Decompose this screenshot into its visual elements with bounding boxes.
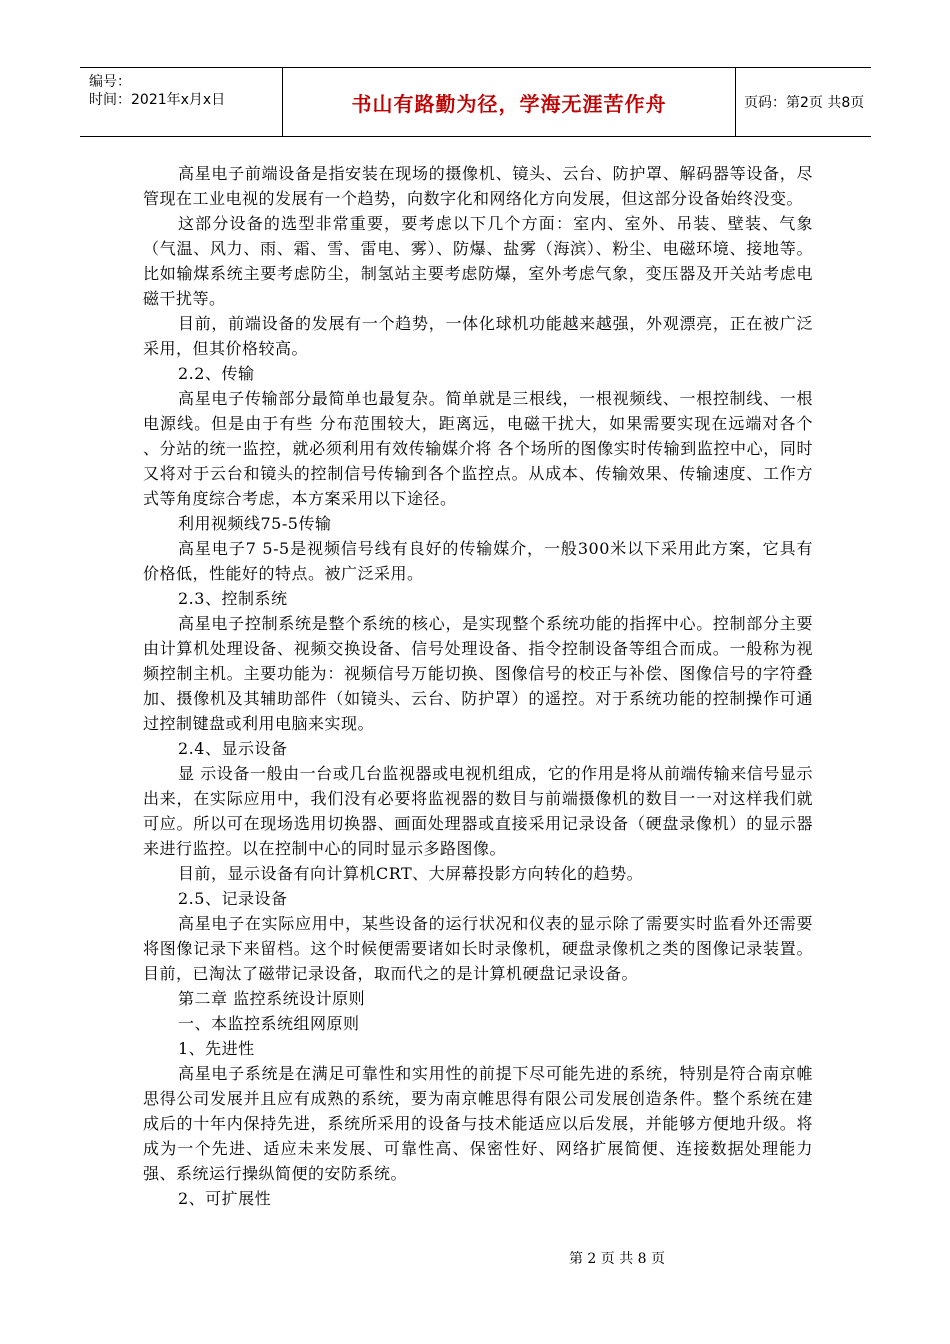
document-number-label: 编号：	[89, 74, 131, 90]
header-meta-cell	[80, 68, 283, 136]
section-heading: 2.5、记录设备	[178, 889, 288, 908]
body-paragraph: 高星电子前端设备是指安装在现场的摄像机、镜头、云台、防护罩、解码器等设备，尽管现在工业电视的发展有一个趋势，向数字化和网络化方向发展，但这部分设备始终没变。	[143, 164, 813, 208]
header-page-cell	[736, 68, 871, 136]
section-heading: 2.3、控制系统	[178, 589, 288, 608]
body-paragraph: 高星电子在实际应用中，某些设备的运行状况和仪表的显示除了需要实时监看外还需要将图像记录下来留档。这个时候便需要诸如长时录像机，硬盘录像机之类的图像记录装置。目前，已淘汰了磁带记录设备，取而代之的是计算机硬盘记录设备。	[143, 914, 813, 983]
body-paragraph: 目前，显示设备有向计算机CRT、大屏幕投影方向转化的趋势。	[178, 864, 644, 883]
document-body	[143, 161, 813, 1211]
section-heading: 2.2、传输	[178, 364, 255, 383]
section-heading: 2.4、显示设备	[178, 739, 288, 758]
body-paragraph: 高星电子系统是在满足可靠性和实用性的前提下尽可能先进的系统，特别是符合南京帷思得公司发展并且应有成熟的系统，要为南京帷思得有限公司发展创造条件。整个系统在建成后的十年内保持先进，系统所采用的设备与技术能适应以后发展，并能够方便地升级。将成为一个先进、适应未来发展、可靠性高、保密性好、网络扩展简便、连接数据处理能力强、系统运行操纵简便的安防系统。	[143, 1064, 813, 1183]
body-paragraph: 高星电子7 5-5是视频信号线有良好的传输媒介，一般300米以下采用此方案，它具有价格低，性能好的特点。被广泛采用。	[143, 539, 813, 583]
chapter-heading: 第二章 监控系统设计原则	[178, 989, 366, 1008]
section-heading: 一、本监控系统组网原则	[178, 1014, 360, 1033]
header-page-info: 页码：第2页 共8页	[744, 95, 865, 111]
body-paragraph: 高星电子传输部分最简单也最复杂。简单就是三根线，一根视频线、一根控制线、一根电源线。但是由于有些 分布范围较大，距离远，电磁干扰大，如果需要实现在远端对各个 、分站的统一监控，就必须利用有效传输媒介将 各个场所的图像实时传输到监控中心，同时又将对于云台和镜头的控制信号传输到各个监控点。从成本、传输效果、传输速度、工作方式等角度综合考虑，本方案采用以下途径。	[143, 389, 813, 508]
body-paragraph: 高星电子控制系统是整个系统的核心，是实现整个系统功能的指挥中心。控制部分主要由计算机处理设备、视频交换设备、信号处理设备、指令控制设备等组合而成。一般称为视频控制主机。主要功能为：视频信号万能切换、图像信号的校正与补偿、图像信号的字符叠加、摄像机及其辅助部件（如镜头、云台、防护罩）的遥控。对于系统功能的控制操作可通过控制键盘或利用电脑来实现。	[143, 614, 813, 733]
page-footer	[0, 1248, 950, 1268]
subsection-heading: 1、先进性	[178, 1039, 255, 1058]
footer-page-number: 第 2 页 共 8 页	[568, 1251, 666, 1267]
document-time-label: 时间：2021年x月x日	[89, 92, 226, 108]
subsection-heading: 利用视频线75-5传输	[178, 514, 332, 533]
subsection-heading: 2、可扩展性	[178, 1189, 272, 1208]
header-motto-cell	[283, 68, 736, 136]
page-header	[80, 67, 871, 137]
header-motto: 书山有路勤为径，学海无涯苦作舟	[351, 91, 667, 116]
body-paragraph: 显 示设备一般由一台或几台监视器或电视机组成，它的作用是将从前端传输来信号显示出来，在实际应用中，我们没有必要将监视器的数目与前端摄像机的数目一一对这样我们就可应。所以可在现场选用切换器、画面处理器或直接采用记录设备（硬盘录像机）的显示器来进行监控。以在控制中心的同时显示多路图像。	[143, 764, 813, 858]
body-paragraph: 目前，前端设备的发展有一个趋势，一体化球机功能越来越强，外观漂亮，正在被广泛采用，但其价格较高。	[143, 314, 813, 358]
body-paragraph: 这部分设备的选型非常重要，要考虑以下几个方面：室内、室外、吊装、壁装、气象（气温、风力、雨、霜、雪、雷电、雾）、防爆、盐雾（海滨）、粉尘、电磁环境、接地等。比如输煤系统主要考虑防尘，制氢站主要考虑防爆，室外考虑气象，变压器及开关站考虑电磁干扰等。	[143, 214, 813, 308]
